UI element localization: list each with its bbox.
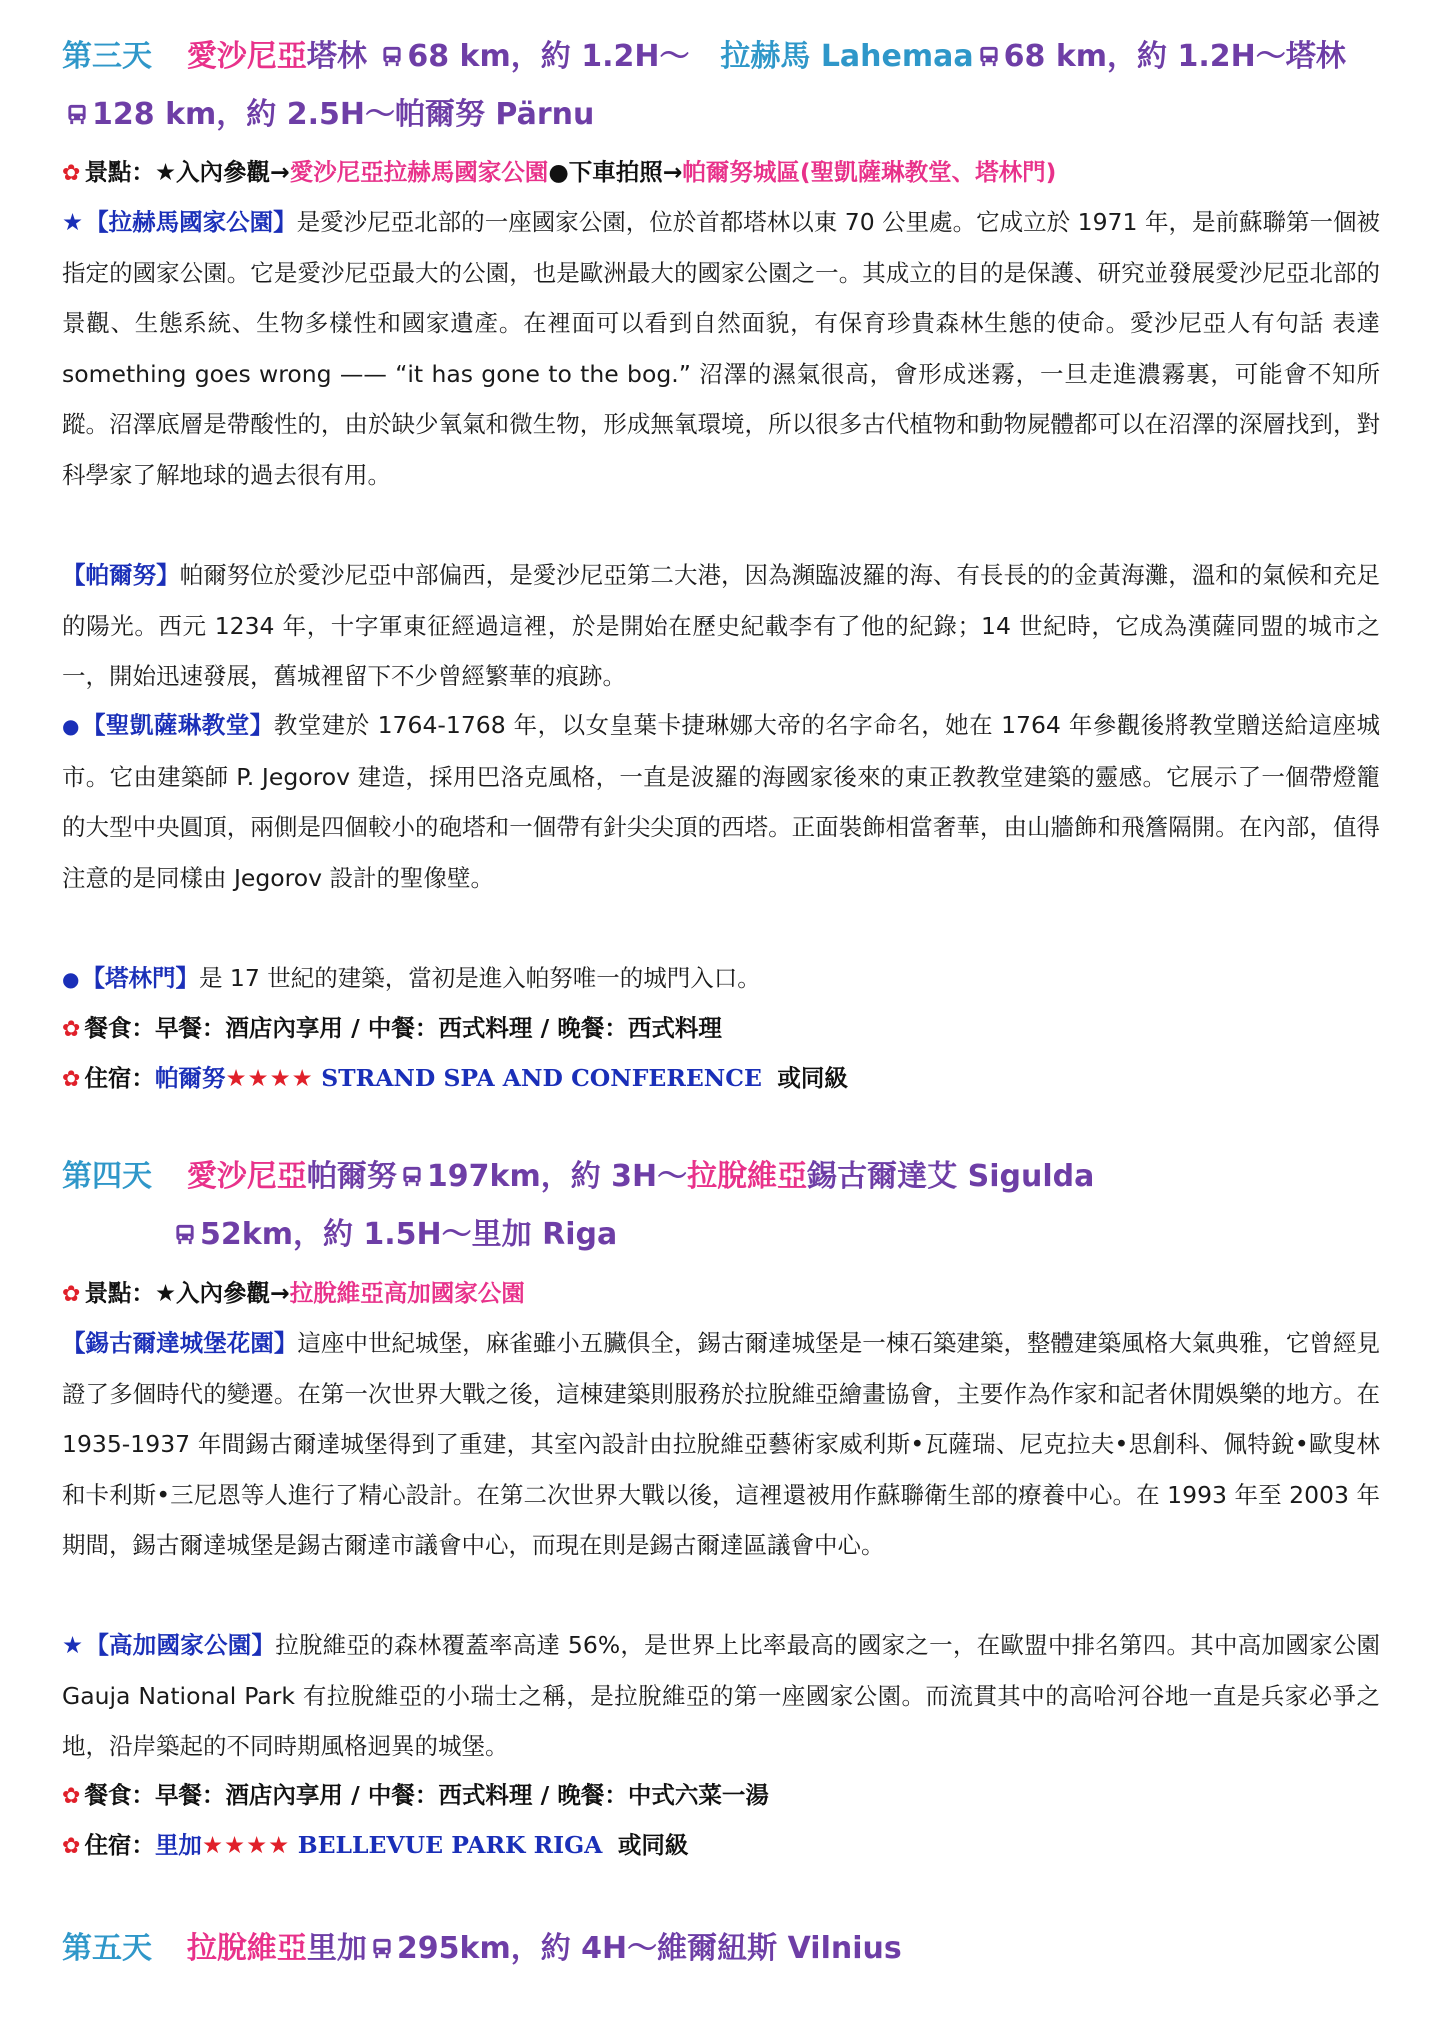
flower-icon: ✿ [62, 161, 81, 186]
day3-header-line1 [62, 28, 1392, 86]
bus-icon [66, 103, 88, 126]
day3-seg2: 68 km，約 1.2H～塔林 [1003, 39, 1346, 74]
day4-header-line2 [62, 1206, 1392, 1264]
bus-icon [371, 1937, 393, 1960]
bullet-dot-icon: ● [62, 714, 80, 738]
day3-stay-suffix: 或同級 [777, 1064, 848, 1092]
day4-sigulda-text: 這座中世紀城堡，麻雀雖小五臟俱全，錫古爾達城堡是一棟石築建築，整體建築風格大氣典雅，它曾經見證了多個時代的變遷。在第一次世界大戰之後，這棟建築則服務於拉脫維亞繪畫協會，主要作為作家和記者休閒娛樂的地方。在 1935-1937 年間錫古爾達城堡得到了重建，其室內設計由拉脫維亞藝術家威利斯•瓦薩瑞、尼克拉夫•思創科、佩特銳•歐叟林和卡利斯•三尼恩等人進行了精心設計。在第二次世界大戰以後，這裡還被用作蘇聯衛生部的療養中心。在 1993 年至 2003 年期間，錫古爾達城堡是錫古爾達市議會中心，而現在則是錫古爾達區議會中心。 [62, 1329, 1381, 1559]
day5-header-line1 [62, 1920, 1392, 1978]
day3-sights-photo-places: 帕爾努城區(聖凱薩琳教堂、塔林門) [682, 158, 1057, 186]
day4-stay [62, 1820, 688, 1872]
day3-country: 愛沙尼亞 [186, 39, 307, 74]
day4-sights-enter-places: 拉脫維亞高加國家公園 [289, 1279, 525, 1307]
day4-stay-city: 里加 [154, 1831, 202, 1859]
day3-city: 塔林 [306, 39, 367, 74]
day3-catherine-paragraph [62, 700, 1380, 903]
day3-gate-text: 是 17 世紀的建築，當初是進入帕努唯一的城門入口。 [198, 964, 761, 992]
day5-seg1: 295km，約 4H～ [396, 1931, 658, 1966]
day3-meals-text: 早餐：酒店內享用 / 中餐：西式料理 / 晚餐：西式料理 [154, 1014, 722, 1042]
day4-country: 愛沙尼亞 [186, 1159, 307, 1194]
bullet-dot-icon: ● [62, 967, 80, 991]
day3-meals-label: 餐食： [84, 1014, 155, 1042]
day4-stay-label: 住宿： [84, 1831, 155, 1859]
bus-icon [978, 45, 1000, 68]
day4-gauja-title: 【高加國家公園】 [85, 1631, 276, 1659]
day4-meals [62, 1770, 769, 1822]
day5-place2: 維爾紐斯 Vilnius [657, 1931, 902, 1966]
day3-seg3: 128 km，約 2.5H～帕爾努 Pärnu [92, 97, 595, 132]
day4-sights [62, 1268, 525, 1320]
day3-header [62, 28, 1392, 144]
flower-icon: ✿ [62, 1017, 81, 1042]
day4-place2: 錫古爾達艾 Sigulda [807, 1159, 1095, 1194]
bus-icon [174, 1223, 196, 1246]
day3-sights [62, 147, 1056, 199]
day3-sights-label: 景點： [84, 158, 155, 186]
day3-parnu-paragraph [62, 550, 1380, 702]
day4-city: 帕爾努 [306, 1159, 397, 1194]
day4-stay-stars: ★★★★ [201, 1831, 291, 1859]
day4-sights-enter: ★入內參觀→ [154, 1279, 290, 1307]
day3-sights-photo: ●下車拍照→ [548, 158, 683, 186]
day3-seg1: 68 km，約 1.2H～ [407, 39, 690, 74]
day3-sights-enter-places: 愛沙尼亞拉赫馬國家公園 [289, 158, 549, 186]
day4-country2: 拉脫維亞 [687, 1159, 808, 1194]
day4-seg1: 197km，約 3H～ [426, 1159, 688, 1194]
day3-gate-title: 【塔林門】 [81, 964, 199, 992]
day3-gate-paragraph [62, 953, 1380, 1005]
day4-gauja-text: 拉脫維亞的森林覆蓋率高達 56%，是世界上比率最高的國家之一，在歐盟中排名第四。其中高加國家公園 Gauja National Park 有拉脫維亞的小瑞士之稱，是拉脫維亞的第一座國家公園。而流貫其中的高哈河谷地一直是兵家必爭之地，沿岸築起的不同時期風格迥異的城堡。 [62, 1631, 1380, 1760]
bus-icon [381, 45, 403, 68]
star-icon: ★ [62, 208, 84, 236]
day5-city: 里加 [306, 1931, 367, 1966]
day3-stay [62, 1053, 848, 1105]
day3-parnu-text: 帕爾努位於愛沙尼亞中部偏西，是愛沙尼亞第二大港，因為瀕臨波羅的海、有長長的的金黃海灘，溫和的氣候和充足的陽光。西元 1234 年，十字軍東征經過這裡，於是開始在歷史紀載李有了他的紀錄；14 世紀時，它成為漢薩同盟的城市之一，開始迅速發展，舊城裡留下不少曾經繁華的痕跡。 [62, 561, 1381, 690]
day4-meals-text: 早餐：酒店內享用 / 中餐：西式料理 / 晚餐：中式六菜一湯 [154, 1781, 769, 1809]
day3-label: 第三天 [62, 39, 152, 74]
day3-place2: 拉赫馬 Lahemaa [720, 39, 974, 74]
flower-icon: ✿ [62, 1282, 81, 1307]
day3-sights-enter: ★入內參觀→ [154, 158, 290, 186]
star-icon: ★ [62, 1631, 84, 1659]
day4-sigulda-paragraph [62, 1318, 1380, 1571]
day3-header-line2 [62, 86, 1392, 144]
day3-catherine-text: 教堂建於 1764-1768 年，以女皇葉卡捷琳娜大帝的名字命名，她在 1764 年參觀後將教堂贈送給這座城市。它由建築師 P. Jegorov 建造，採用巴洛克風格，一直是波羅的海國家後來的東正教教堂建築的靈感。它展示了一個帶燈籠的大型中央圓頂，兩側是四個較小的砲塔和一個帶有針尖尖頂的西塔。正面裝飾相當奢華，由山牆飾和飛簷隔開。在內部，值得注意的是同樣由 Jegorov 設計的聖像壁。 [62, 711, 1381, 892]
day3-lahemaa-title: 【拉赫馬國家公園】 [85, 208, 297, 236]
day4-sights-label: 景點： [84, 1279, 155, 1307]
day3-catherine-title: 【聖凱薩琳教堂】 [81, 711, 274, 739]
day3-stay-stars: ★★★★ [225, 1064, 314, 1092]
day3-stay-label: 住宿： [84, 1064, 155, 1092]
day3-meals [62, 1003, 722, 1055]
day4-stay-suffix: 或同級 [617, 1831, 689, 1859]
day4-gauja-paragraph [62, 1620, 1380, 1772]
flower-icon: ✿ [62, 1784, 81, 1809]
day4-header [62, 1148, 1392, 1264]
day5-label: 第五天 [62, 1931, 152, 1966]
flower-icon: ✿ [62, 1067, 81, 1092]
flower-icon: ✿ [62, 1834, 81, 1859]
day3-parnu-title: 【帕爾努】 [62, 561, 180, 589]
day3-stay-hotel: STRAND SPA AND CONFERENCE [321, 1064, 762, 1092]
day4-header-line1 [62, 1148, 1392, 1206]
bus-icon [401, 1165, 423, 1188]
day4-meals-label: 餐食： [84, 1781, 155, 1809]
day5-country: 拉脫維亞 [186, 1931, 307, 1966]
day4-stay-hotel: BELLEVUE PARK RIGA [297, 1831, 603, 1859]
day5-header [62, 1920, 1392, 1978]
day3-lahemaa-paragraph [62, 197, 1380, 500]
day3-lahemaa-text: 是愛沙尼亞北部的一座國家公園，位於首都塔林以東 70 公里處。它成立於 1971 年，是前蘇聯第一個被指定的國家公園。它是愛沙尼亞最大的公園，也是歐洲最大的國家公園之一。其成立的目的是保護、研究並發展愛沙尼亞北部的景觀、生態系統、生物多樣性和國家遺產。在裡面可以看到自然面貌，有保育珍貴森林生態的使命。愛沙尼亞人有句話 表達 something goes wrong —— “it has gone to the bog.” 沼澤的濕氣很高，會形成迷霧，一旦走進濃霧裏，可能會不知所蹤。沼澤底層是帶酸性的，由於缺少氧氣和微生物，形成無氧環境，所以很多古代植物和動物屍體都可以在沼澤的深層找到，對科學家了解地球的過去很有用。 [62, 208, 1380, 489]
day4-label: 第四天 [62, 1159, 152, 1194]
day4-seg2: 52km，約 1.5H～里加 Riga [200, 1217, 618, 1252]
day4-sigulda-title: 【錫古爾達城堡花園】 [62, 1329, 298, 1357]
day3-stay-city: 帕爾努 [154, 1064, 226, 1092]
